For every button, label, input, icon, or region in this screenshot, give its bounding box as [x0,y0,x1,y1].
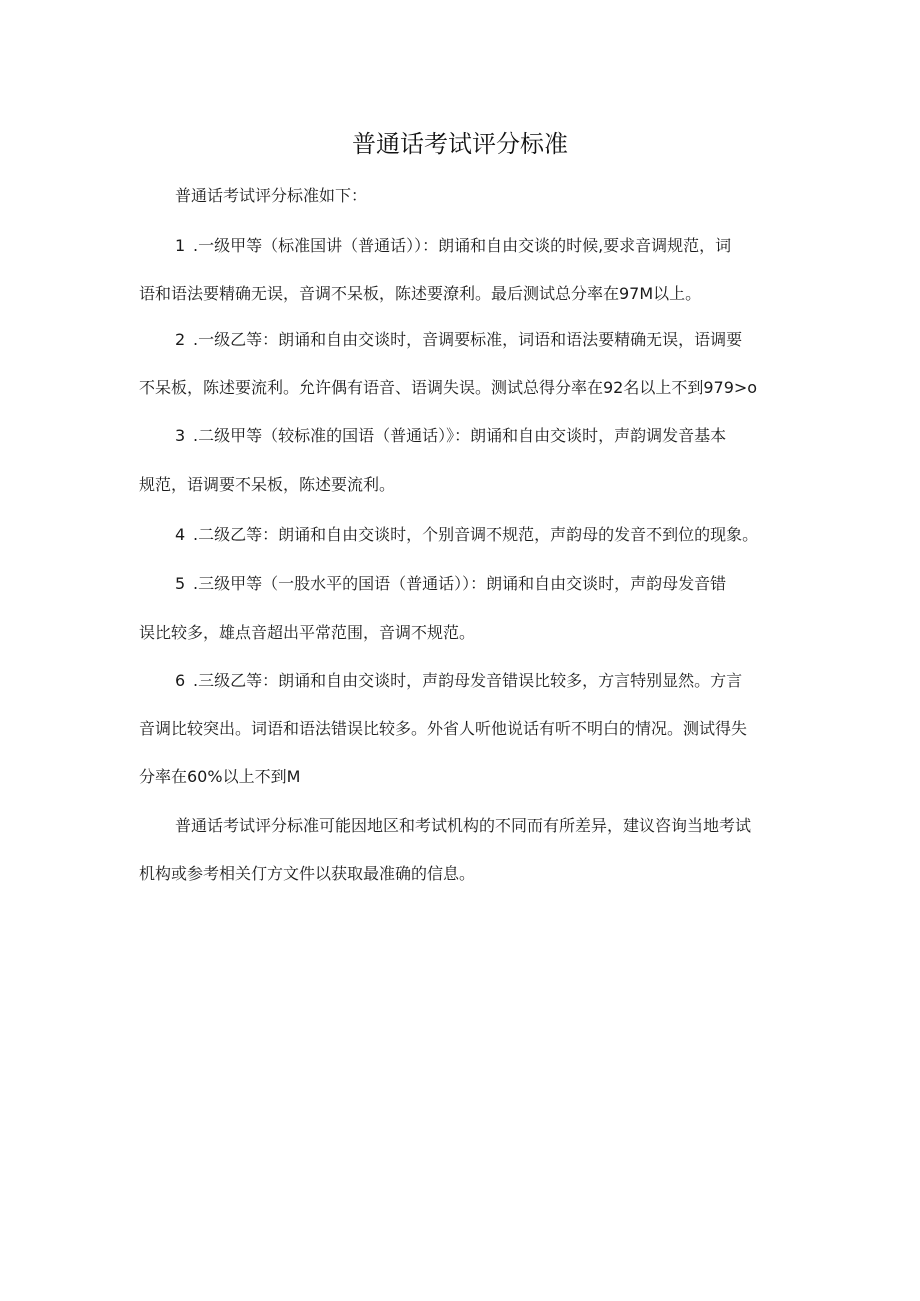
item-2-text-line-2: 不呆板，陈述要流利。允许偶有语音、语调失误。测试总得分率在92名以上不到979>o [139,378,758,397]
item-3-text-line-1: .二级甲等（较标准的国语（普通话）》：朗诵和自由交谈时，声韵调发音基本 [193,426,727,445]
item-6-text-line-1: .三级乙等：朗诵和自由交谈时，声韵母发音错误比较多，方言特别显然。方言 [193,671,743,690]
document-title: 普通话考试评分标准 [352,130,568,158]
closing-line-1: 普通话考试评分标准可能因地区和考试机构的不同而有所差异，建议咨询当地考试 [175,816,752,835]
item-6-first-line [175,669,742,693]
item-1-text-line-2: 语和语法要精确无误，音调不呆板，陈述要潦利。最后测试总分率在97M以上。 [139,284,702,303]
item-2-text-line-1: .一级乙等：朗诵和自由交谈时，音调要标准，词语和语法要精确无误，语调要 [193,330,743,349]
item-5-number: 5 [175,574,186,593]
closing-line-2: 机构或参考相关仃方文件以获取最准确的信息。 [139,864,476,883]
item-6-text-line-2: 音调比较突出。词语和语法错误比较多。外省人听他说话有听不明白的情况。测试得失 [139,719,748,738]
item-1-text-line-1: .一级甲等（标准国讲（普通话））：朗诵和自由交谈的时候,要求音调规范，词 [193,236,732,255]
item-4-number: 4 [175,525,186,544]
item-5-text-line-1: .三级甲等（一股水平的国语（普通话））：朗诵和自由交谈时，声韵母发音错 [193,574,727,593]
item-3-first-line [175,424,726,448]
item-2-first-line [175,328,742,352]
item-2-number: 2 [175,330,186,349]
item-4-first-line [175,523,758,547]
item-5-text-line-2: 误比较多，雄点音超出平常范围，音调不规范。 [139,623,476,642]
item-1-first-line [175,234,731,258]
intro-line: 普通话考试评分标准如下： [175,186,368,205]
item-4-text-line-1: .二级乙等：朗诵和自由交谈时，个别音调不规范，声韵母的发音不到位的现象。 [193,525,759,544]
item-5-first-line [175,572,726,596]
item-3-text-line-2: 规范，语调要不呆板，陈述要流利。 [139,475,396,494]
item-6-text-line-3: 分率在60%以上不到M [139,767,301,786]
item-6-number: 6 [175,671,186,690]
item-3-number: 3 [175,426,186,445]
item-1-number: 1 [175,236,186,255]
